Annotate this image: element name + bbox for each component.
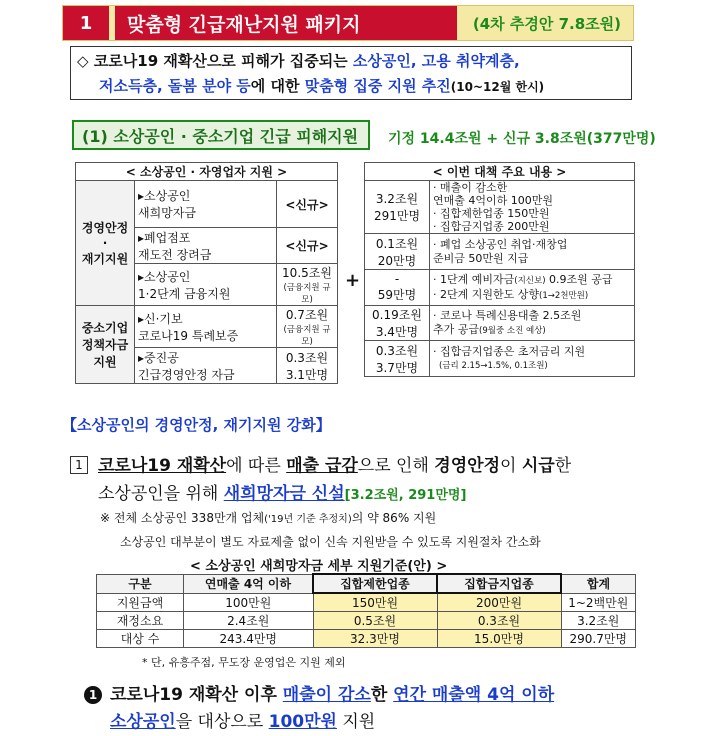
program-name: ▸중진공 긴급경영안정 자금 — [135, 348, 277, 384]
intro-line-2: 저소득층, 돌봄 분야 등에 대한 맞춤형 집중 지원 추진(10~12월 한시) — [99, 77, 545, 95]
program-name: ▸소상공인 1·2단계 금융지원 — [135, 264, 277, 306]
amount-cell: 3.2조원 291만명 — [365, 181, 430, 234]
program-value-cell: 0.7조원 (금융지원 규모) — [277, 306, 338, 348]
diamond-icon: ◇ — [77, 52, 89, 70]
program-value: 0.3조원 3.1만명 — [277, 348, 338, 384]
budget-note: (4차 추경안 7.8조원) — [472, 14, 621, 33]
desc-cell: · 폐업 소상공인 취업·재창업 준비금 50만원 지급 — [430, 234, 635, 270]
section-title: 맞춤형 긴급재난지원 패키지 — [115, 6, 457, 40]
new-measures-table — [364, 162, 635, 377]
item-number-box: 1 — [70, 456, 88, 474]
section-bracket-title: 【소상공인의 경영안정, 재기지원 강화】 — [62, 416, 331, 434]
table-header: < 소상공인 · 자영업자 지원 > — [76, 163, 338, 181]
category-cell: 중소기업 정책자금 지원 — [76, 306, 135, 384]
note-2: * 단, 유흥주점, 무도장 운영업은 지원 제외 — [142, 656, 346, 669]
intro-box — [70, 46, 632, 100]
subsection-budget: 기정 14.4조원 + 신규 3.8조원(377만명) — [388, 131, 656, 147]
amount-cell: - 59만명 — [365, 270, 430, 306]
subsection-title: (1) 소상공인 · 중소기업 긴급 피해지원 — [72, 120, 370, 150]
paragraph-1: 1 코로나19 재확산에 따른 매출 급감으로 인해 경영안정이 시급한 소상공인을 위해 새희망자금 신설[3.2조원, 291만명] — [70, 452, 640, 510]
note-1: ※ 전체 소상공인 338만개 업체('19년 기준 추정치)의 약 86% 지원 소상공인 대부분이 별도 자료제출 없이 신속 지원받을 수 있도록 지원절차 간소화 — [100, 511, 541, 549]
amount-cell: 0.1조원 20만명 — [365, 234, 430, 270]
program-value: <신규> — [277, 228, 338, 264]
table-header: < 이번 대책 주요 내용 > — [365, 163, 635, 181]
plus-sign: + — [345, 270, 361, 291]
program-name: ▸폐업점포 재도전 장려금 — [135, 228, 277, 264]
desc-cell: · 1단계 예비자금(지신보) 0.9조원 공급 · 2단계 지원한도 상향(1→2천만원) — [430, 270, 635, 306]
paragraph-2: 1 코로나19 재확산 이후 매출이 감소한 연간 매출액 4억 이하 소상공인을 대상으로 100만원 지원 — [84, 682, 644, 736]
table-row: 대상 수 243.4만명 32.3만명 15.0만명 290.7만명 — [97, 630, 636, 648]
smb-support-table — [75, 162, 338, 384]
criteria-table-title: < 소상공인 새희망자금 세부 지원기준(안) > — [190, 559, 448, 574]
desc-cell: · 집합금지업종은 초저금리 지원 (금리 2.15→1.5%, 0.1조원) — [430, 341, 635, 377]
criteria-table: 구분 연매출 4억 이하 집합제한업종 집합금지업종 합계 지원금액 100만원 150만원 200만원 1~2백만원 재정소요 2.4조원 0.5조원 0.3조원 3.2조원 대상 수 243.4만명 32.3만명 15.0만명 290.7만명 — [96, 573, 636, 648]
amount-cell: 0.19조원 3.4만명 — [365, 306, 430, 341]
table-row: 지원금액 100만원 150만원 200만원 1~2백만원 — [97, 593, 636, 612]
program-value-cell: 10.5조원 (금융지원 규모) — [277, 264, 338, 306]
intro-line-1: ◇ 코로나19 재확산으로 피해가 집중되는 소상공인, 고용 취약계층, — [77, 52, 520, 70]
section-number: 1 — [63, 6, 109, 40]
program-value: <신규> — [277, 181, 338, 228]
table-row: 재정소요 2.4조원 0.5조원 0.3조원 3.2조원 — [97, 612, 636, 630]
category-cell: 경영안정 · 재기지원 — [76, 181, 135, 306]
amount-cell: 0.3조원 3.7만명 — [365, 341, 430, 377]
desc-cell: · 코로나 특례신용대출 2.5조원 추가 공급(9월중 소진 예상) — [430, 306, 635, 341]
program-name: ▸신·기보 코로나19 특례보증 — [135, 306, 277, 348]
numbered-bullet-icon: 1 — [84, 686, 102, 704]
desc-cell: · 매출이 감소한 연매출 4억이하 100만원 · 집합제한업종 150만원 · 집합금지업종 200만원 — [430, 181, 635, 234]
section-header — [62, 5, 634, 41]
program-name: ▸소상공인 새희망자금 — [135, 181, 277, 228]
